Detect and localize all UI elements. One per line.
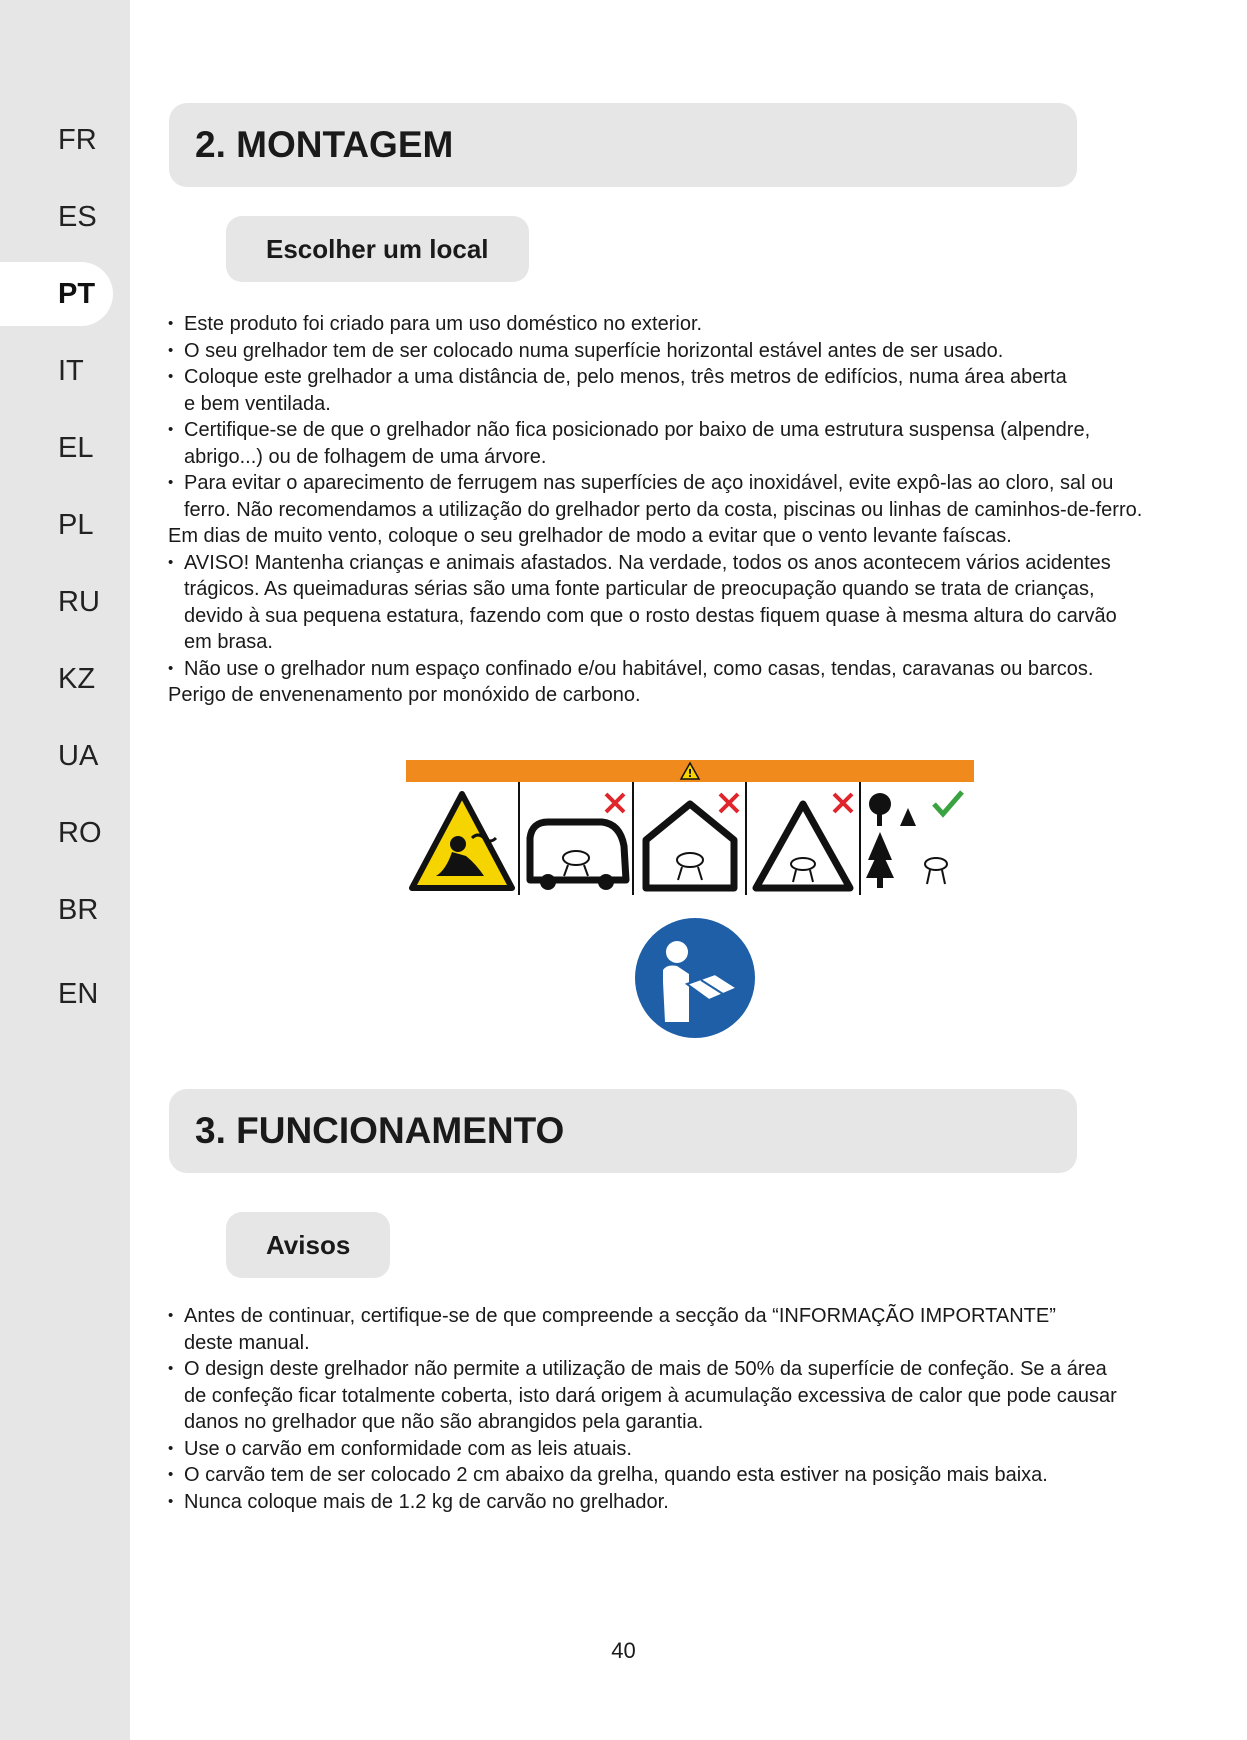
lang-tab-ru[interactable]: RU (58, 586, 100, 618)
list-item: • O design deste grelhador não permite a utilização de mais de 50% da superfície de confeção. Se a área de confeção ficar totalmente coberta, isto dará origem à acumulação excessiva de calor que pode causar danos no grelhador que não são abrangidos pela garantia. (168, 1356, 1178, 1436)
section-title-montagem: 2. MONTAGEM (169, 103, 1077, 187)
list-item: • Certifique-se de que o grelhador não fica posicionado por baixo de uma estrutura suspensa (alpendre, abrigo...) ou de folhagem de uma árvore. (168, 417, 1178, 470)
lang-tab-pt[interactable]: PT (0, 262, 113, 326)
paragraph: Em dias de muito vento, coloque o seu grelhador de modo a evitar que o vento levante faíscas. (168, 525, 1012, 547)
lang-tab-ua[interactable]: UA (58, 740, 99, 772)
list-item: • Antes de continuar, certifique-se de que compreende a secção da “INFORMAÇÃO IMPORTANTE” deste manual. (168, 1303, 1178, 1356)
language-sidebar (0, 0, 130, 1740)
list-item: • Este produto foi criado para um uso doméstico no exterior. (168, 311, 1178, 338)
lang-tab-pl[interactable]: PL (58, 509, 94, 541)
read-manual-icon (635, 918, 755, 1038)
section-title-funcionamento: 3. FUNCIONAMENTO (169, 1089, 1077, 1173)
list-item: • Para evitar o aparecimento de ferrugem nas superfícies de aço inoxidável, evite expô-las ao cloro, sal ou ferro. Não recomendamos a utilização do grelhador perto da costa, piscinas ou linhas de caminhos-de-ferro. (168, 470, 1178, 523)
subsection-title-escolher-local: Escolher um local (226, 216, 529, 282)
lang-tab-es[interactable]: ES (58, 201, 97, 233)
list-item: • O seu grelhador tem de ser colocado numa superfície horizontal estável antes de ser usado. (168, 338, 1178, 365)
subsection-title-avisos: Avisos (226, 1212, 390, 1278)
lang-tab-fr[interactable]: FR (58, 124, 97, 156)
list-item: • Coloque este grelhador a uma distância de, pelo menos, três metros de edifícios, numa área aberta e bem ventilada. (168, 364, 1178, 417)
list-item: • AVISO! Mantenha crianças e animais afastados. Na verdade, todos os anos acontecem vários acidentes trágicos. As queimaduras sérias são uma fonte particular de preocupação quando se trata de crianças, devido à sua pequena estatura, fazendo com que o rosto destas fiquem quase à mesma altura do carvão em brasa. (168, 550, 1178, 656)
section3-body (168, 1303, 1178, 1515)
lang-tab-kz[interactable]: KZ (58, 663, 96, 695)
paragraph: Perigo de envenenamento por monóxido de carbono. (168, 684, 641, 706)
list-item: • Use o carvão em conformidade com as leis atuais. (168, 1436, 1178, 1463)
lang-tab-it[interactable]: IT (58, 355, 84, 387)
warning-strip-icon (406, 760, 974, 895)
list-item: • O carvão tem de ser colocado 2 cm abaixo da grelha, quando esta estiver na posição mais baixa. (168, 1462, 1178, 1489)
lang-tab-en[interactable]: EN (58, 978, 99, 1010)
section2-body (168, 311, 1178, 709)
lang-tab-el[interactable]: EL (58, 432, 94, 464)
list-item: • Não use o grelhador num espaço confinado e/ou habitável, como casas, tendas, caravanas ou barcos. (168, 656, 1178, 683)
page-number: 40 (611, 1638, 636, 1663)
lang-tab-ro[interactable]: RO (58, 817, 102, 849)
lang-tab-br[interactable]: BR (58, 894, 99, 926)
list-item: • Nunca coloque mais de 1.2 kg de carvão no grelhador. (168, 1489, 1178, 1516)
svg-text:!: ! (687, 767, 693, 780)
